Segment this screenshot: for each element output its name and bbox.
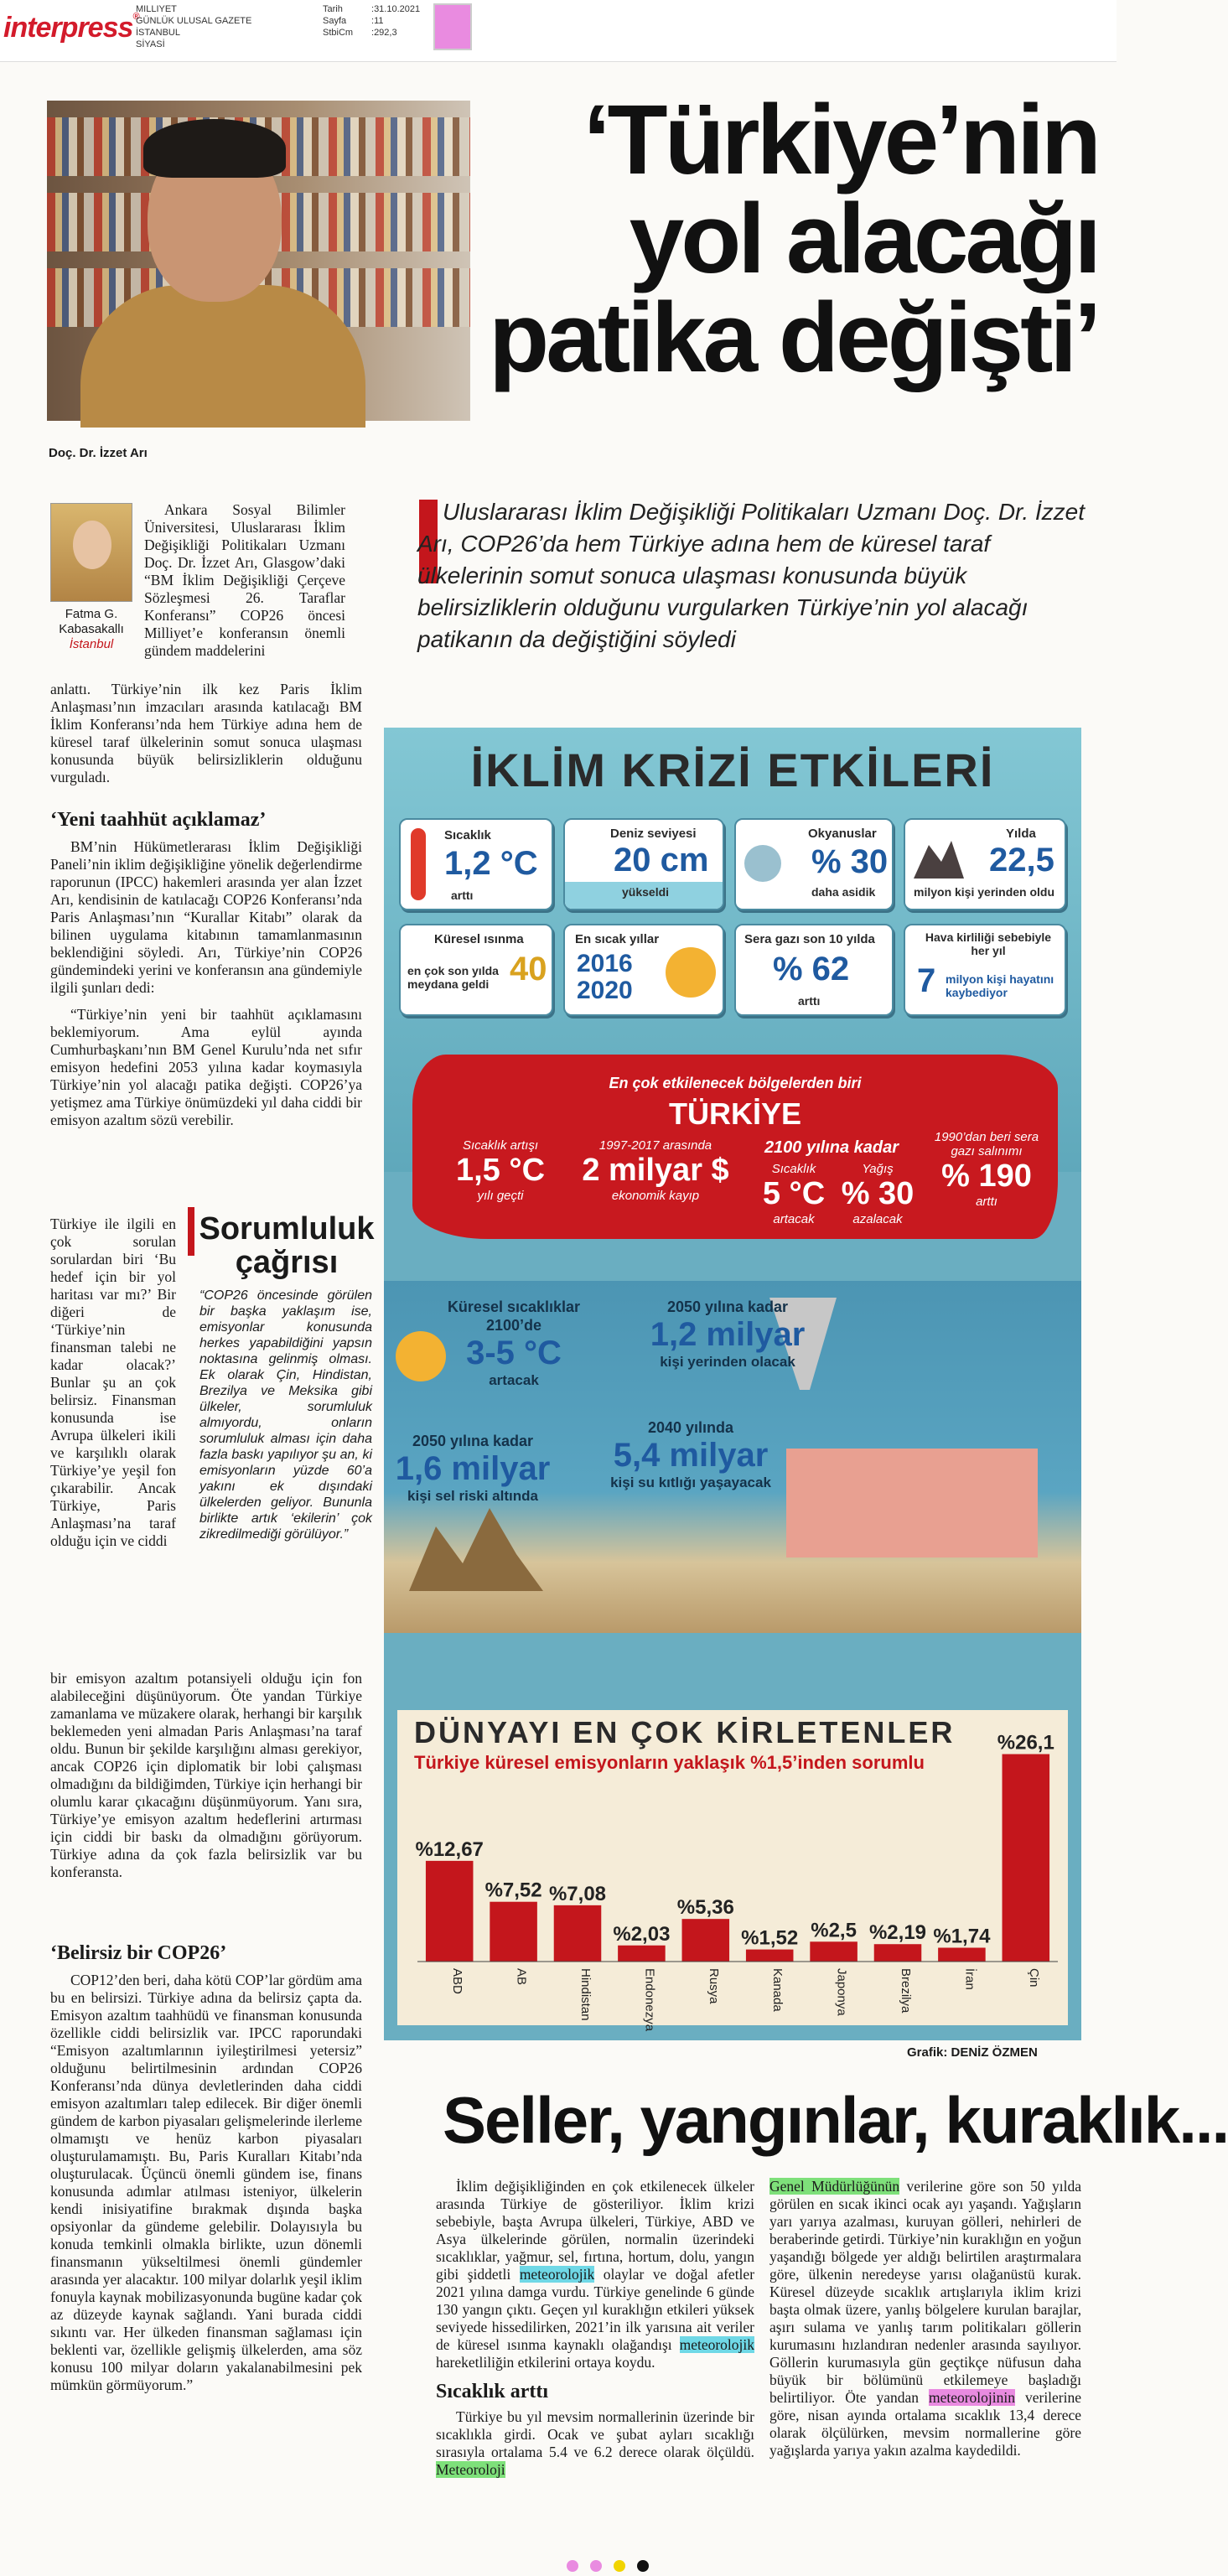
scene-stat: 2040 yılında 5,4 milyar kişi su kıtlığı yaşayacak xyxy=(610,1419,771,1490)
chart-bar xyxy=(490,1902,537,1962)
infographic-title: İKLİM KRİZİ ETKİLERİ xyxy=(470,744,995,796)
meta-row: Tarih : 31.10.2021 xyxy=(323,4,421,14)
chart-tick-label: Kanada xyxy=(770,1968,785,2012)
article-intro: Ankara Sosyal Bilimler Üniversitesi, Uluslararası İklim Değişikliği Politikaları Uzmanı Doç. Dr. İzzet Arı, Glasgow’daki “BM İklim Değişikliği Çerçeve Sözleşmesi 26. Taraflar Konferansı” COP26 öncesi Milliyet’e konferansın önemli gündem maddelerini xyxy=(144,501,345,659)
stat-card: Hava kirliliği sebebiyle her yıl 7 milyon kişi hayatını kaybediyor xyxy=(904,924,1066,1016)
chart-bar xyxy=(938,1948,986,1962)
stat-card: Küresel ısınma 40 en çok son yılda meydana geldi xyxy=(399,924,553,1016)
meta-row: Sayfa : 11 xyxy=(323,16,384,26)
map-title: TÜRKİYE xyxy=(668,1096,801,1131)
scene-stat: 2050 yılına kadar 1,2 milyar kişi yerinden olacak xyxy=(650,1298,806,1370)
chart-tick-label: ABD xyxy=(450,1968,465,1994)
sidebox-accent-bar xyxy=(188,1207,194,1256)
chart-tick-label: Çin xyxy=(1026,1968,1041,1988)
chart-data-label: %26,1 xyxy=(997,1731,1054,1754)
author-photo xyxy=(50,503,132,602)
chart-tick-label: AB xyxy=(514,1968,529,1986)
chart-bar xyxy=(1003,1754,1050,1962)
chart-data-label: %7,52 xyxy=(484,1879,542,1902)
publication-info xyxy=(136,3,251,50)
fish-icon xyxy=(744,845,781,882)
chart-data-label: %7,08 xyxy=(548,1882,607,1905)
chart-bar xyxy=(746,1950,794,1962)
sidebox xyxy=(188,1207,377,1666)
article-paragraph: COP12’den beri, daha kötü COP’lar gördüm ama bu en belirsizi. Türkiye adına da belirsiz çapta da. Emisyon azaltım taahhüdü ve finansman konusunda özellikle ciddi belirsizlik var. IPCC raporundaki “Emisyon azaltımlarının iyileştirilmesi yetersiz” olduğunu belirtilmesinin ardından COP26 Konferansı’nda dünya devletlerinden daha ciddi emisyon azaltımları talep edilecek. Bir diğer önemli gündem de karbon piyasaları gelişmelerinde ilerleme olmamıştı ve henüz karbon piyasaları oluşturulamamıştı. Bu, Paris Kuralları Kitabı’nda oluşturulacak. Üçüncü önemli gündem ise, finans konusunda adımlar atılması isteniyor, ülkelerin kendi inisiyatifine bırakmak dışında başka opsiyonlar da gündeme gelebilir. Dolayısıyla bu konuda temkinli olmakla birlikte, uzun dönemli finansmanın yükseltilmesi önemli gündemler arasında yer alacaktır. 100 milyar dolarlık yeşil iklim fonuyla kaynak mobilizasyonunda bugüne kadar çok az düzeyde kaynak sağlandı. Yani burada ciddi sıkıntı var. Her ülkeden finansman sağlaması için beklenti var, özellikle gelişmiş ülkelerden, ama söz konusu 100 milyar doların yakalanabilmesini pek mümkün görmüyorum.” xyxy=(50,1972,362,2393)
chart-bar xyxy=(554,1905,602,1962)
map-stat: 1997-2017 arasında 2 milyar $ ekonomik kayıp xyxy=(582,1138,729,1203)
map-subtitle: En çok etkilenecek bölgelerden biri xyxy=(609,1075,862,1091)
chart-tick-label: Hindistan xyxy=(578,1968,593,2021)
meta-row: StbiCm : 292,3 xyxy=(323,28,397,38)
chart-tick-label: Endonezya xyxy=(642,1968,657,2032)
highlight: meteorolojinin xyxy=(928,2389,1015,2406)
stat-card: Sera gazı son 10 yılda % 62 arttı xyxy=(734,924,894,1016)
subheading: ‘Yeni taahhüt açıklamaz’ xyxy=(50,809,267,831)
color-dots xyxy=(567,2560,661,2576)
color-dot xyxy=(590,2560,602,2572)
chart-data-label: %2,19 xyxy=(868,1921,927,1945)
highlight: Meteoroloji xyxy=(436,2461,505,2478)
interpress-logo: interpress® xyxy=(3,12,139,44)
stat-card: Deniz seviyesi 20 cm yükseldi xyxy=(563,818,724,910)
graphic-credit: Grafik: DENİZ ÖZMEN xyxy=(907,2045,1038,2060)
stat-card: Sıcaklık 1,2 °C arttı xyxy=(399,818,553,910)
climate-scene xyxy=(384,1281,1081,1633)
publication-category: SİYASİ xyxy=(136,39,165,49)
article-paragraph: bir emisyon azaltım potansiyeli olduğu için fon alabileceğini düşünüyorum. Öte yandan Türkiye zamanlama ve müzakere olarak, herhangi bir karşılık beklemeden yeni almadan Paris Anlaşması’na taraf oldu. Bunun bir şekilde karşılığını alması gerekiyor, ancak COP26 için diplomatik bir lobi çalışması olmadığını da bildiğimden, Türkiye için herhangi bir olumlu karar çıkacağını düşünmüyorum. Yanı sıra, Türkiye’ye emisyon azaltım hedeflerini artırması için ciddi bir baskı da olmadığını görüyorum. Türkiye adına da çok fazla belirsizlik var bu konferansta. xyxy=(50,1670,362,1880)
clipping-header xyxy=(0,0,1117,62)
stat-card: Okyanuslar % 30 daha asidik xyxy=(734,818,894,910)
article-paragraph: BM’nin Hükümetlerarası İklim Değişikliği Paneli’nin iklim değişikliğine yönelik değerlendirme raporunun (IPCC) hakemleri arasında yer alan İzzet Arı, kendisinin de katılacağı COP26 Konferansı’nda Paris Anlaşması’nın “Kurallar Kitabı” olarak da bilinen uygulama kitabının tamamlanmasının beklendiğini söyledi. Arı, Türkiye’nin COP26 gündemindeki yerini ve konferansın ana gündemiyle ilgili şunları dedi: xyxy=(50,838,362,996)
scene-stat: 2050 yılına kadar 1,6 milyar kişi sel riski altında xyxy=(395,1433,551,1504)
fire-icon xyxy=(914,837,964,879)
chart-tick-label: Brezilya xyxy=(899,1968,913,2014)
scene-stat: Küresel sıcaklıklar 2100’de 3-5 °C artacak xyxy=(447,1298,581,1388)
article-paragraph: anlattı. Türkiye’nin ilk kez Paris İklim Anlaşması’nın imzacıları arasında katılacağı BM İklim Konferansı’nda hem Türkiye adına hem de küresel taraf ülkelerinin somut sonuca ulaşması konusunda büyük belirsizliklerin olduğunu vurguladı. xyxy=(50,681,362,785)
tree-icon xyxy=(409,1499,543,1591)
sidebox-body: “COP26 öncesinde görülen bir başka yaklaşım ise, emisyonlar konusunda herkes yapabildiğini yapsın noktasına gelinmiş olması. Ek olarak Çin, Hindistan, Brezilya ve Meksika gibi ülkeler, sorumluluk almıyordu, onların sorumluluk alması için daha fazla baskı yapılıyor şu an, ki emisyonların yüzde 60’a yakını ek dışındaki ülkelerden geliyor. Bununla birlikte artık ‘ekilerin’ çok zikredilmediği görülüyor.” xyxy=(199,1288,372,1542)
color-dot xyxy=(614,2560,625,2572)
chart-subtitle: Türkiye küresel emisyonların yaklaşık %1,5’inden sorumlu xyxy=(414,1752,925,1773)
map-stat: Yağış % 30 azalacak xyxy=(841,1162,915,1226)
highlight: meteorolojik xyxy=(679,2336,755,2353)
story2-column: İklim değişikliğinden en çok etkilenecek ülkeler arasında Türkiye de gösteriliyor. İklim krizi sebebiyle, başta Avrupa ülkeleri, Türkiye, ABD ve Asya ülkelerinde görülen, normalin üzerindeki sıcaklıklar, yağmur, sel, fırtına, hortum, dolu, yangın gibi şiddetli meteorolojik olaylar ve doğal afetler 2021 yılına damga vurdu. Türkiye genelinde 6 günde 130 yangın çıktı. Geçen yıl kuraklığın etkileri yüksek seviyede hissedilirken, 2021’in ilk yarısına ait veriler de küresel ısınma kaynaklı olağandışı meteorolojik hareketliliğin etkilerini ortaya koydu. Sıcaklık arttı Türkiye bu yıl mevsim normallerinin üzerinde bir sıcaklıkla girdi. Ocak ve şubat ayları sıcaklığı sırasıyla ortalama 5.4 ve 6.2 derece olarak ölçüldü. Meteoroloji xyxy=(436,2178,755,2478)
map-stat: 2100 yılına kadar xyxy=(764,1138,899,1157)
headline: ‘Türkiye’nin yol alacağı patika değişti’ xyxy=(489,85,1098,393)
subheading: ‘Belirsiz bir COP26’ xyxy=(50,1942,227,1964)
story2-column: Genel Müdürlüğünün verilerine göre son 50 yılda görülen en sıcak ikinci ocak ayı yaşandı. Yağışların yarı yarıya azalması, kuruyan gölleri, nehirleri de beraberinde getirdi. Türkiye’nin kuraklığın en yoğun yaşandığı bölgede yer aldığı belirtilen araştırmalara göre, ülkenin neredeyse yarısı olağanüstü kurak. Küresel düzeyde sıcaklık artışlarıyla iklim krizi başta olmak üzere, yanlış bölgelere kurulan barajlar, aşırı sulama ve yanlış tarım politikaları göllerin kurumasını hızlandıran nedenler arasında sayılıyor. Göllerin kurumasıyla gün geçtikçe nüfusun daha büyük bir bölümünü etkilemeye başladığı belirtiliyor. Öte yandan meteorolojinin verilerine göre, nisan ayında ortalama sıcaklık 13,4 derece olarak ölçülürken, mevsim normallerine göre yağışlarda yarıya yakın azalma kaydedildi. xyxy=(769,2178,1082,2459)
chart-bar xyxy=(810,1941,858,1962)
chart-bar xyxy=(682,1919,730,1962)
author-name: Fatma G. Kabasakallı xyxy=(59,607,124,636)
chart-plot xyxy=(397,1710,1068,2032)
hero-caption: Doç. Dr. İzzet Arı xyxy=(49,446,148,460)
publication-name: MILLIYET xyxy=(136,4,177,14)
chart-data-label: %1,52 xyxy=(741,1926,799,1950)
sidebox-title: Sorumluluk çağrısı xyxy=(199,1211,375,1280)
stat-card: Yılda 22,5 milyon kişi yerinden oldu xyxy=(904,818,1066,910)
map-stat: 1990’dan beri sera gazı salınımı % 190 arttı xyxy=(934,1130,1039,1209)
chart-data-label: %2,5 xyxy=(811,1919,857,1942)
chart-bar xyxy=(426,1861,474,1962)
author-city: İstanbul xyxy=(69,637,114,651)
highlight: meteorolojik xyxy=(519,2266,595,2283)
chart-data-label: %5,36 xyxy=(676,1896,734,1920)
sun-icon xyxy=(666,947,716,998)
author-byline xyxy=(50,607,132,652)
story2-headline: Seller, yangınlar, kuraklık... xyxy=(443,2083,1228,2157)
stat-card: En sıcak yıllar 2016 2020 xyxy=(563,924,724,1016)
chart-bar xyxy=(874,1944,922,1962)
article-paragraph: Türkiye ile ilgili en çok sorulan sorulardan biri ‘Bu hedef için bir yol haritası var mı?’ Bir diğeri de ‘Türkiye’nin finansman talebi ne kadar olacak?’ Bunlar şu an çok belirsiz. Finansman konusunda ise Avrupa ülkeleri ikili ve karşılıklı olarak Türkiye’ye yeşil fon çıkarabilir. Ancak Türkiye, Paris Anlaşması’na taraf olduğu için ve ciddi xyxy=(50,1215,176,1549)
subheading: Sıcaklık arttı xyxy=(436,2381,549,2402)
color-dot xyxy=(567,2560,578,2572)
lead-text: Uluslararası İklim Değişikliği Politikaları Uzmanı Doç. Dr. İzzet Arı, COP26’da hem Türkiye adına hem de küresel taraf ülkelerinin somut sonuca ulaşması konusunda büyük belirsizliklerin olduğunu vurgularken Türkiye’nin yol alacağı patikanın da değiştiğini söyledi xyxy=(417,499,1086,652)
factory-icon xyxy=(786,1449,1038,1558)
chart-data-label: %2,03 xyxy=(613,1922,671,1946)
page-thumbnail xyxy=(433,3,472,50)
chart-tick-label: İran xyxy=(962,1968,977,1990)
highlight: Genel Müdürlüğünün xyxy=(769,2178,900,2195)
emissions-chart xyxy=(397,1710,1068,2032)
chart-data-label: %12,67 xyxy=(415,1837,484,1861)
publication-type: GÜNLÜK ULUSAL GAZETE xyxy=(136,16,252,26)
infographic xyxy=(384,728,1081,2040)
article-paragraph: “Türkiye’nin yeni bir taahhüt açıklamasını beklemiyorum. Ama eylül ayında Cumhurbaşkanı’nın BM Genel Kurulu’nda net sıfır emisyon hedefini 2053 yılına kadar koymasıyla Türkiye’nin yol alacağı patika değişti. COP26’ya yetişmez ama Türkiye önümüzdeki yıl daha ciddi bir emisyon azaltım sözü verebilir. xyxy=(50,1006,362,1128)
turkey-map xyxy=(412,1055,1058,1239)
thermometer-icon xyxy=(411,828,426,900)
chart-tick-label: Japonya xyxy=(834,1968,849,2016)
map-stat: Sıcaklık artışı 1,5 °C yılı geçti xyxy=(455,1138,546,1203)
chart-bar xyxy=(618,1946,666,1962)
clipping-meta xyxy=(323,3,420,39)
chart-tick-label: Rusya xyxy=(706,1968,721,2004)
map-stat: Sıcaklık 5 °C artacak xyxy=(762,1162,826,1226)
color-dot xyxy=(637,2560,649,2572)
chart-data-label: %1,74 xyxy=(933,1925,991,1948)
publication-city: İSTANBUL xyxy=(136,28,180,38)
chart-title: DÜNYAYI EN ÇOK KİRLETENLER xyxy=(414,1715,956,1749)
